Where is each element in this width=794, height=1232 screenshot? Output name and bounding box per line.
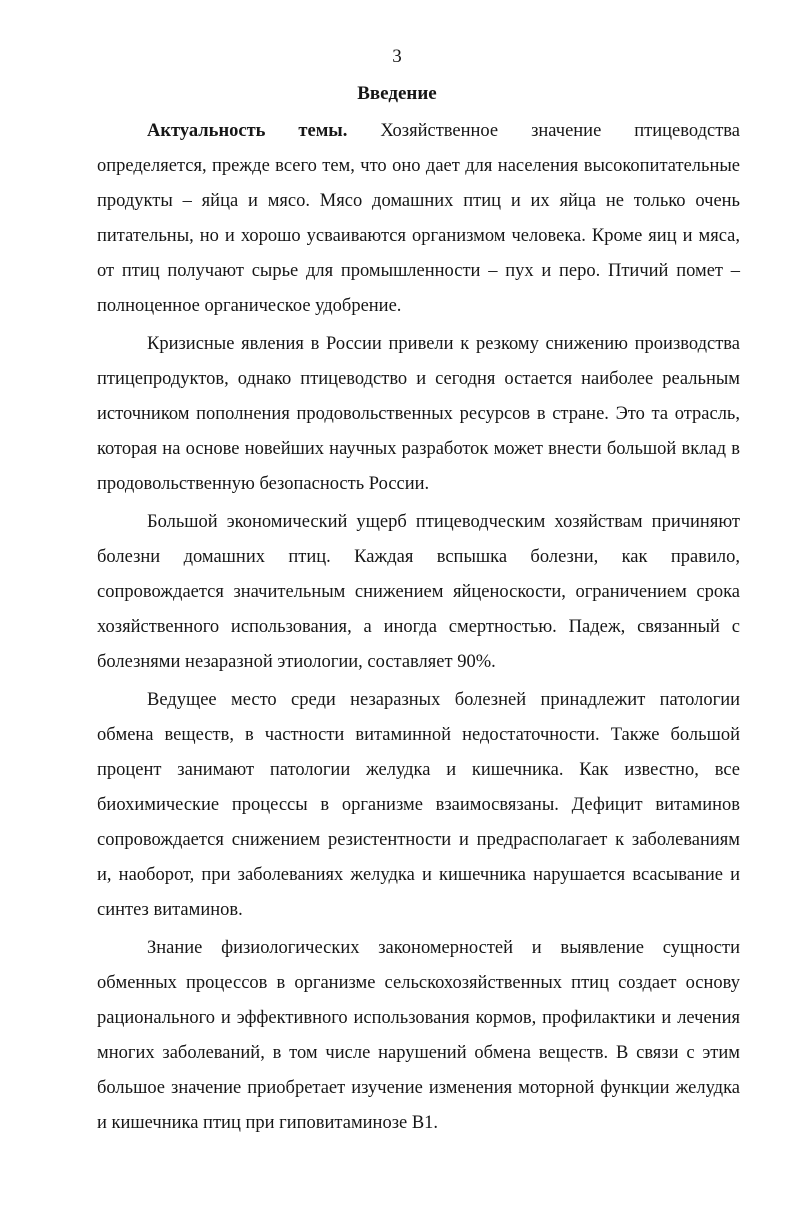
paragraph-physiology: Знание физиологических закономерностей и выявление сущности обменных процессов в организме сельскохозяйственных птиц создает основу рационального и эффективного использования кормов, профилактики и лечения многих заболеваний, в том числе нарушений обмена веществ. В связи с этим большое значение приобретает изучение изменения моторной функции желудка и кишечника птиц при гиповитаминозе В1. (97, 938, 740, 1133)
section-title: Введение (357, 83, 437, 104)
body-text (97, 114, 740, 1141)
paragraph-diseases: Большой экономический ущерб птицеводческим хозяйствам причиняют болезни домашних птиц. Каждая вспышка болезни, как правило, сопровождается значительным снижением яйценоскости, ограничением срока хозяйственного использования, а иногда смертностью. Падеж, связанный с болезнями незаразной этиологии, составляет 90%. (97, 512, 740, 672)
paragraph-lead: Актуальность темы. (147, 121, 348, 141)
paragraph-text: Хозяйственное значение птицеводства определяется, прежде всего тем, что оно дает для населения высокопитательные продукты – яйца и мясо. Мясо домашних птиц и их яйца не только очень питательны, но и хорошо усваиваются организмом человека. Кроме яиц и мяса, от птиц получают сырье для промышленности – пух и перо. Птичий помет – полноценное органическое удобрение. (97, 121, 740, 316)
paragraph-crisis: Кризисные явления в России привели к резкому снижению производства птицепродуктов, однако птицеводство и сегодня остается наиболее реальным источником пополнения продовольственных ресурсов в стране. Это та отрасль, которая на основе новейших научных разработок может внести большой вклад в продовольственную безопасность России. (97, 334, 740, 494)
paragraph-metabolism: Ведущее место среди незаразных болезней принадлежит патологии обмена веществ, в частности витаминной недостаточности. Также большой процент занимают патологии желудка и кишечника. Как известно, все биохимические процессы в организме взаимосвязаны. Дефицит витаминов сопровождается снижением резистентности и предрасполагает к заболеваниям и, наоборот, при заболеваниях желудка и кишечника нарушается всасывание и синтез витаминов. (97, 690, 740, 920)
page-number: 3 (392, 46, 402, 67)
paragraph-relevance (97, 114, 740, 324)
